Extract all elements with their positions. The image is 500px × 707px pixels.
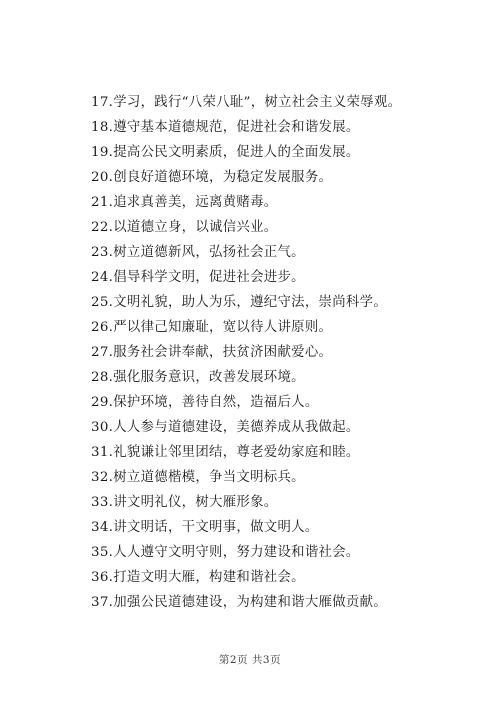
list-item: 25.文明礼貌，助人为乐，遵纪守法，崇尚科学。 bbox=[91, 295, 388, 310]
list-item: 31.礼貌谦让邻里团结，尊老爱幼家庭和睦。 bbox=[91, 445, 360, 460]
list-item: 23.树立道德新风，弘扬社会正气。 bbox=[91, 245, 305, 260]
page-footer: 第2页 共3页 bbox=[218, 654, 282, 666]
list-item: 18.遵守基本道德规范，促进社会和谐发展。 bbox=[91, 120, 360, 135]
list-item: 34.讲文明话，干文明事，做文明人。 bbox=[91, 520, 319, 535]
list-item: 36.打造文明大雁，构建和谐社会。 bbox=[91, 570, 305, 585]
slogan-list bbox=[91, 90, 431, 615]
list-item: 24.倡导科学文明，促进社会进步。 bbox=[91, 270, 305, 285]
list-item: 33.讲文明礼仪，树大雁形象。 bbox=[91, 495, 278, 510]
list-item: 19.提高公民文明素质，促进人的全面发展。 bbox=[91, 145, 360, 160]
list-item: 30.人人参与道德建设，美德养成从我做起。 bbox=[91, 420, 360, 435]
list-item: 27.服务社会讲奉献，扶贫济困献爱心。 bbox=[91, 345, 333, 360]
list-item: 20.创良好道德环境，为稳定发展服务。 bbox=[91, 170, 333, 185]
list-item: 26.严以律己知廉耻，宽以待人讲原则。 bbox=[91, 320, 333, 335]
list-item: 29.保护环境，善待自然，造福后人。 bbox=[91, 395, 319, 410]
list-item: 35.人人遵守文明守则，努力建设和谐社会。 bbox=[91, 545, 360, 560]
list-item: 21.追求真善美，远离黄赌毒。 bbox=[91, 195, 278, 210]
list-item: 37.加强公民道德建设，为构建和谐大雁做贡献。 bbox=[91, 595, 388, 610]
list-item: 28.强化服务意识，改善发展环境。 bbox=[91, 370, 305, 385]
list-item: 22.以道德立身，以诚信兴业。 bbox=[91, 220, 278, 235]
list-item: 32.树立道德楷模，争当文明标兵。 bbox=[91, 470, 305, 485]
list-item: 17.学习，践行“八荣八耻”，树立社会主义荣辱观。 bbox=[91, 95, 402, 110]
